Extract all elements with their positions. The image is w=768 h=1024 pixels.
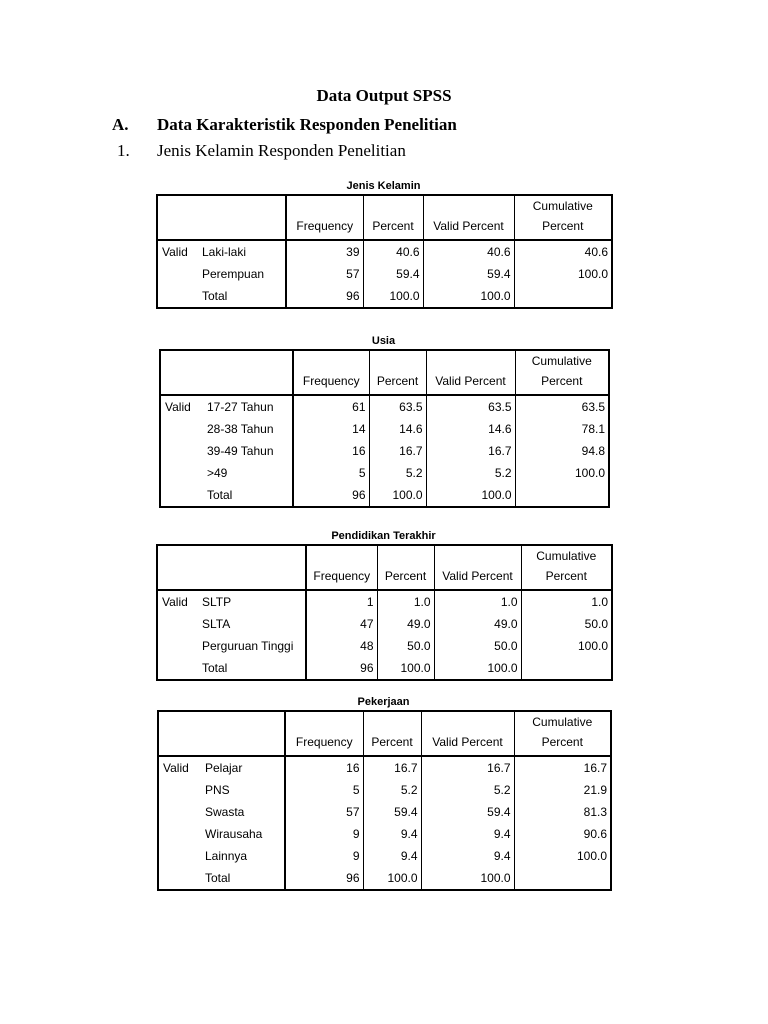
table-title: Jenis Kelamin	[346, 180, 421, 192]
cell-valid-percent: 5.2	[426, 462, 515, 484]
cell-percent: 16.7	[369, 440, 426, 462]
col-header-valid-percent: Valid Percent	[421, 711, 514, 756]
table-row	[157, 263, 612, 285]
row-label: SLTP	[202, 590, 306, 613]
cell-frequency: 14	[293, 418, 369, 440]
cell-percent: 59.4	[363, 263, 423, 285]
cell-valid-percent: 9.4	[421, 845, 514, 867]
cell-percent: 50.0	[377, 635, 434, 657]
frequency-table	[156, 544, 613, 681]
section-title: Data Karakteristik Responden Penelitian	[157, 115, 457, 134]
row-label: >49	[207, 462, 293, 484]
cell-cumulative: 1.0	[591, 595, 608, 609]
cell-valid-percent: 100.0	[426, 484, 515, 507]
cell-valid-percent: 100.0	[434, 657, 521, 680]
col-header-cumulative-percent: Cumulative Percent	[536, 549, 597, 583]
frequency-table-usia	[159, 335, 608, 505]
cell-cumulative: 81.3	[583, 805, 607, 819]
cell-frequency: 9	[285, 845, 363, 867]
cell-frequency: 48	[306, 635, 377, 657]
cell-valid-percent: 16.7	[426, 440, 515, 462]
frequency-table	[157, 710, 612, 891]
cell-frequency: 39	[286, 240, 363, 263]
cell-frequency: 96	[306, 657, 377, 680]
table-row	[158, 845, 611, 867]
table-row	[158, 756, 611, 779]
col-header-valid-percent: Valid Percent	[434, 545, 521, 590]
row-label: Wirausaha	[205, 823, 285, 845]
col-header-percent: Percent	[363, 711, 421, 756]
cell-cumulative: 40.6	[584, 245, 608, 259]
valid-label: Valid	[162, 595, 188, 609]
cell-percent: 9.4	[363, 845, 421, 867]
cell-valid-percent: 9.4	[421, 823, 514, 845]
cell-valid-percent: 5.2	[421, 779, 514, 801]
cell-cumulative: 90.6	[583, 827, 607, 841]
cell-frequency: 57	[285, 801, 363, 823]
row-label: Total	[207, 484, 293, 507]
cell-percent: 5.2	[363, 779, 421, 801]
row-label: 39-49 Tahun	[207, 440, 293, 462]
cell-valid-percent: 16.7	[421, 756, 514, 779]
row-label: 28-38 Tahun	[207, 418, 293, 440]
subsection-number: 1.	[117, 141, 130, 160]
cell-valid-percent: 14.6	[426, 418, 515, 440]
col-header-frequency: Frequency	[285, 711, 363, 756]
cell-percent: 49.0	[377, 613, 434, 635]
table-row	[160, 440, 609, 462]
cell-valid-percent: 50.0	[434, 635, 521, 657]
section-letter: A.	[112, 115, 129, 134]
cell-frequency: 16	[293, 440, 369, 462]
cell-percent: 100.0	[363, 867, 421, 890]
cell-frequency: 96	[293, 484, 369, 507]
table-title: Pekerjaan	[357, 696, 410, 708]
page-title: Data Output SPSS	[316, 86, 452, 105]
cell-cumulative	[521, 657, 612, 680]
cell-frequency: 47	[306, 613, 377, 635]
cell-percent: 5.2	[369, 462, 426, 484]
frequency-table-jenis-kelamin	[156, 180, 611, 305]
row-label: Total	[205, 867, 285, 890]
cell-frequency: 57	[286, 263, 363, 285]
cell-frequency: 9	[285, 823, 363, 845]
row-label: Laki-laki	[202, 240, 286, 263]
cell-percent: 63.5	[369, 395, 426, 418]
cell-percent: 1.0	[377, 590, 434, 613]
table-row-total	[158, 867, 611, 890]
row-label: Total	[202, 657, 306, 680]
table-row	[157, 635, 612, 657]
cell-valid-percent: 100.0	[421, 867, 514, 890]
cell-cumulative: 50.0	[584, 617, 608, 631]
cell-valid-percent: 100.0	[423, 285, 514, 308]
section-heading	[112, 115, 457, 135]
cell-cumulative: 100.0	[577, 267, 608, 281]
col-header-cumulative-percent: Cumulative Percent	[532, 199, 593, 233]
cell-frequency: 16	[285, 756, 363, 779]
frequency-table-pekerjaan	[157, 696, 610, 888]
cell-frequency: 61	[293, 395, 369, 418]
cell-percent: 100.0	[363, 285, 423, 308]
col-header-percent: Percent	[377, 545, 434, 590]
cell-cumulative: 63.5	[581, 400, 605, 414]
col-header-frequency: Frequency	[286, 195, 363, 240]
valid-label: Valid	[163, 761, 189, 775]
cell-cumulative	[515, 484, 609, 507]
subsection-heading	[117, 141, 406, 161]
table-row	[158, 823, 611, 845]
cell-cumulative	[514, 285, 612, 308]
col-header-percent: Percent	[369, 350, 426, 395]
cell-cumulative: 78.1	[581, 422, 605, 436]
row-label: Swasta	[205, 801, 285, 823]
row-label: PNS	[205, 779, 285, 801]
col-header-frequency: Frequency	[306, 545, 377, 590]
cell-cumulative: 100.0	[574, 466, 605, 480]
frequency-table	[156, 194, 613, 309]
cell-valid-percent: 59.4	[423, 263, 514, 285]
table-title: Usia	[371, 335, 396, 347]
row-label: Total	[202, 285, 286, 308]
table-row	[157, 613, 612, 635]
cell-cumulative: 16.7	[583, 761, 607, 775]
cell-frequency: 1	[306, 590, 377, 613]
table-title: Pendidikan Terakhir	[331, 530, 436, 542]
row-label: Lainnya	[205, 845, 285, 867]
table-row	[160, 462, 609, 484]
cell-valid-percent: 59.4	[421, 801, 514, 823]
table-row	[160, 395, 609, 418]
cell-frequency: 5	[285, 779, 363, 801]
cell-cumulative: 21.9	[583, 783, 607, 797]
cell-percent: 100.0	[377, 657, 434, 680]
cell-frequency: 5	[293, 462, 369, 484]
cell-valid-percent: 49.0	[434, 613, 521, 635]
cell-percent: 40.6	[363, 240, 423, 263]
table-row-total	[157, 657, 612, 680]
row-label: SLTA	[202, 613, 306, 635]
table-row-total	[157, 285, 612, 308]
row-label: Perguruan Tinggi	[202, 635, 306, 657]
cell-cumulative: 100.0	[576, 849, 607, 863]
table-row-total	[160, 484, 609, 507]
cell-valid-percent: 40.6	[423, 240, 514, 263]
col-header-valid-percent: Valid Percent	[426, 350, 515, 395]
cell-percent: 14.6	[369, 418, 426, 440]
valid-label: Valid	[162, 245, 188, 259]
col-header-percent: Percent	[363, 195, 423, 240]
frequency-table	[159, 349, 610, 508]
cell-valid-percent: 1.0	[434, 590, 521, 613]
cell-percent: 16.7	[363, 756, 421, 779]
cell-percent: 9.4	[363, 823, 421, 845]
row-label: 17-27 Tahun	[207, 395, 293, 418]
table-row	[157, 590, 612, 613]
cell-cumulative: 94.8	[581, 444, 605, 458]
subsection-title: Jenis Kelamin Responden Penelitian	[157, 141, 406, 160]
cell-percent: 100.0	[369, 484, 426, 507]
frequency-table-pendidikan-terakhir	[156, 530, 611, 680]
col-header-cumulative-percent: Cumulative Percent	[531, 354, 592, 388]
table-row	[160, 418, 609, 440]
table-row	[157, 240, 612, 263]
cell-percent: 59.4	[363, 801, 421, 823]
cell-valid-percent: 63.5	[426, 395, 515, 418]
row-label: Perempuan	[202, 263, 286, 285]
valid-label: Valid	[165, 400, 191, 414]
table-row	[158, 779, 611, 801]
cell-cumulative: 100.0	[577, 639, 608, 653]
cell-frequency: 96	[285, 867, 363, 890]
table-row	[158, 801, 611, 823]
col-header-cumulative-percent: Cumulative Percent	[532, 715, 593, 749]
row-label: Pelajar	[205, 756, 285, 779]
col-header-frequency: Frequency	[293, 350, 369, 395]
col-header-valid-percent: Valid Percent	[423, 195, 514, 240]
cell-frequency: 96	[286, 285, 363, 308]
cell-cumulative	[514, 867, 611, 890]
